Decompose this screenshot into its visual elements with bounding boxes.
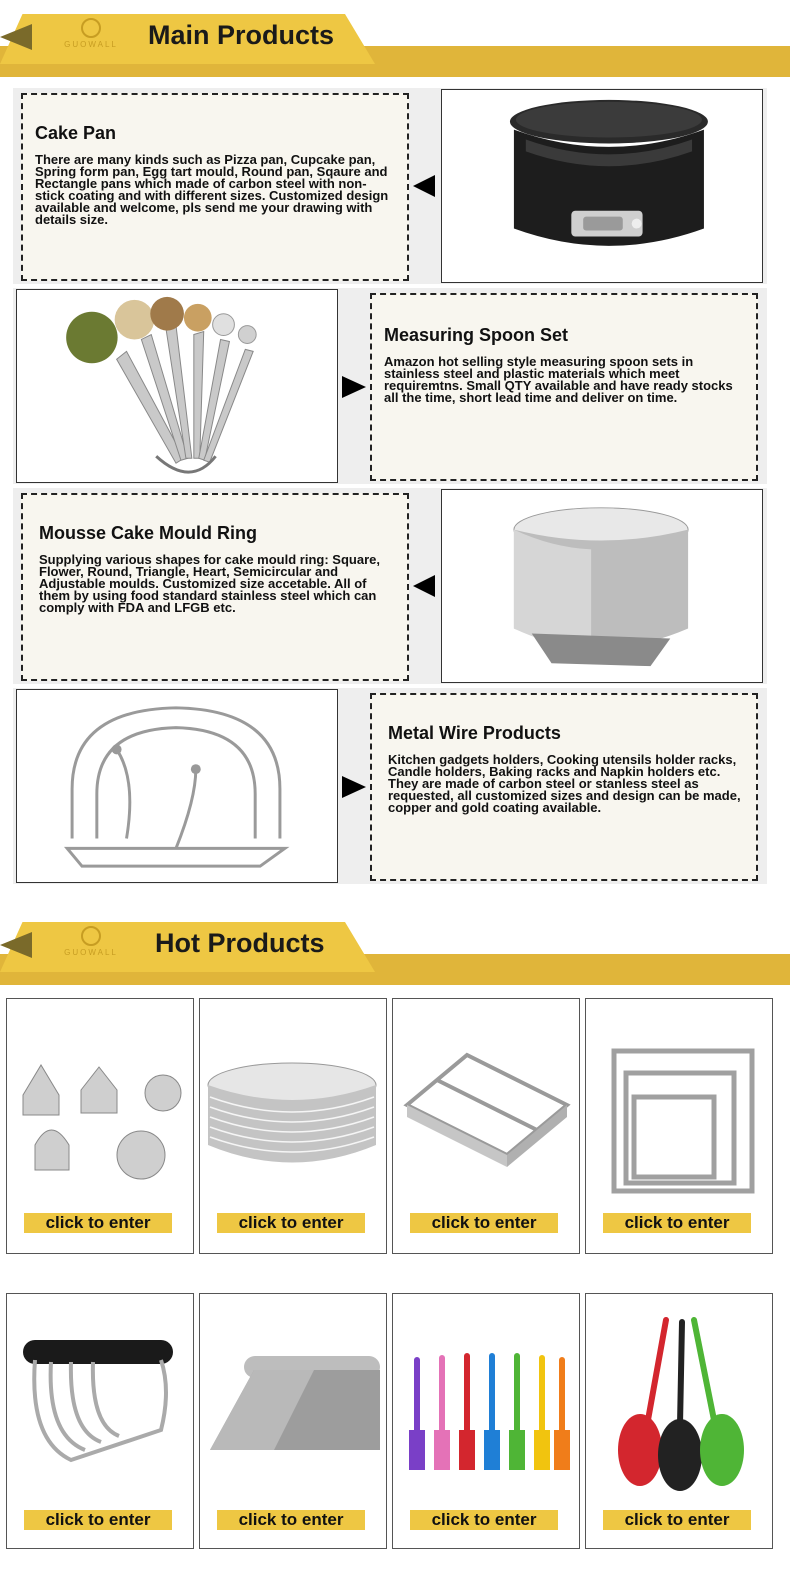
shaped-cutters-image [11, 1005, 189, 1201]
layer-slicer-ring-image [204, 1005, 382, 1201]
brand-logo [56, 926, 126, 968]
hot-products-header [0, 908, 790, 988]
product-row-measuring-spoons [13, 288, 767, 484]
hot-product-card[interactable] [6, 1293, 194, 1549]
logo-icon [81, 18, 101, 38]
product-description-panel [370, 693, 758, 881]
click-to-enter-button[interactable]: click to enter [24, 1510, 172, 1530]
click-to-enter-button[interactable]: click to enter [410, 1510, 558, 1530]
click-to-enter-button[interactable]: click to enter [217, 1213, 365, 1233]
brand-name: GUOWALL [64, 948, 118, 957]
product-description: Kitchen gadgets holders, Cooking utensils holder racks, Candle holders, Baking racks and Napkin holders etc. They are made of carbon steel or stanless steel as requested, all customized sizes and design can be made, copper and gold coating available. [388, 752, 741, 815]
arrow-right-icon [342, 776, 366, 798]
product-image-measuring-spoons[interactable] [16, 289, 338, 483]
silicone-brushes-image [397, 1300, 575, 1496]
product-title: Metal Wire Products [388, 723, 561, 743]
bench-scraper-image [204, 1300, 382, 1496]
click-to-enter-button[interactable]: click to enter [24, 1213, 172, 1233]
hot-product-card[interactable] [392, 1293, 580, 1549]
arrow-right-icon [342, 376, 366, 398]
logo-icon [81, 926, 101, 946]
product-description: Supplying various shapes for cake mould ring: Square, Flower, Round, Triangle, Heart, Semicircular and Adjustable moulds. Customized size accetable. All of them by using food standard stainless steel which can comply with FDA and LFGB etc. [39, 552, 380, 615]
product-description-panel [21, 493, 409, 681]
arrow-left-icon [413, 575, 435, 597]
pastry-blender-image [11, 1300, 189, 1496]
product-title: Cake Pan [35, 123, 117, 143]
section-title: Main Products [148, 20, 335, 50]
brand-name: GUOWALL [64, 40, 118, 49]
product-image-mousse-ring[interactable] [441, 489, 763, 683]
click-to-enter-button[interactable]: click to enter [217, 1510, 365, 1530]
product-description: There are many kinds such as Pizza pan, Cupcake pan, Spring form pan, Egg tart mould, Round pan, Sqaure and Rectangle pans which made of carbon steel with non-stick coating and with different sizes. Customized design available and welcome, pls send me your drawing with details size. [35, 152, 389, 227]
click-to-enter-button[interactable]: click to enter [410, 1213, 558, 1233]
hot-product-card[interactable] [199, 998, 387, 1254]
product-image-cake-pan[interactable] [441, 89, 763, 283]
product-description-panel [370, 293, 758, 481]
square-mould-set-image [590, 1005, 768, 1201]
wire-napkin-holder-image [17, 690, 337, 882]
product-image-metal-wire[interactable] [16, 689, 338, 883]
hot-product-card[interactable] [392, 998, 580, 1254]
product-title: Mousse Cake Mould Ring [39, 523, 258, 543]
section-title: Hot Products [155, 928, 325, 958]
silicone-whisks-image [590, 1300, 768, 1496]
springform-cake-pan-image [442, 90, 762, 282]
brand-logo [56, 18, 126, 60]
hot-product-card[interactable] [199, 1293, 387, 1549]
click-to-enter-button[interactable]: click to enter [603, 1213, 751, 1233]
hot-product-card[interactable] [6, 998, 194, 1254]
hot-product-card[interactable] [585, 1293, 773, 1549]
product-row-mousse-ring [13, 488, 767, 684]
product-description-panel [21, 93, 409, 281]
product-title: Measuring Spoon Set [384, 325, 569, 345]
product-row-cake-pan [13, 88, 767, 284]
mousse-ring-image [442, 490, 762, 682]
measuring-spoons-image [17, 290, 337, 482]
product-row-metal-wire [13, 688, 767, 884]
hot-product-card[interactable] [585, 998, 773, 1254]
arrow-left-icon [413, 175, 435, 197]
main-products-header [0, 0, 790, 80]
product-description: Amazon hot selling style measuring spoon sets in stainless steel and plastic materials which meet requiremtns. Small QTY available and have ready stocks all the time, short lead time and deliver on time. [384, 354, 733, 405]
adjustable-rectangle-frame-image [397, 1005, 575, 1201]
click-to-enter-button[interactable]: click to enter [603, 1510, 751, 1530]
